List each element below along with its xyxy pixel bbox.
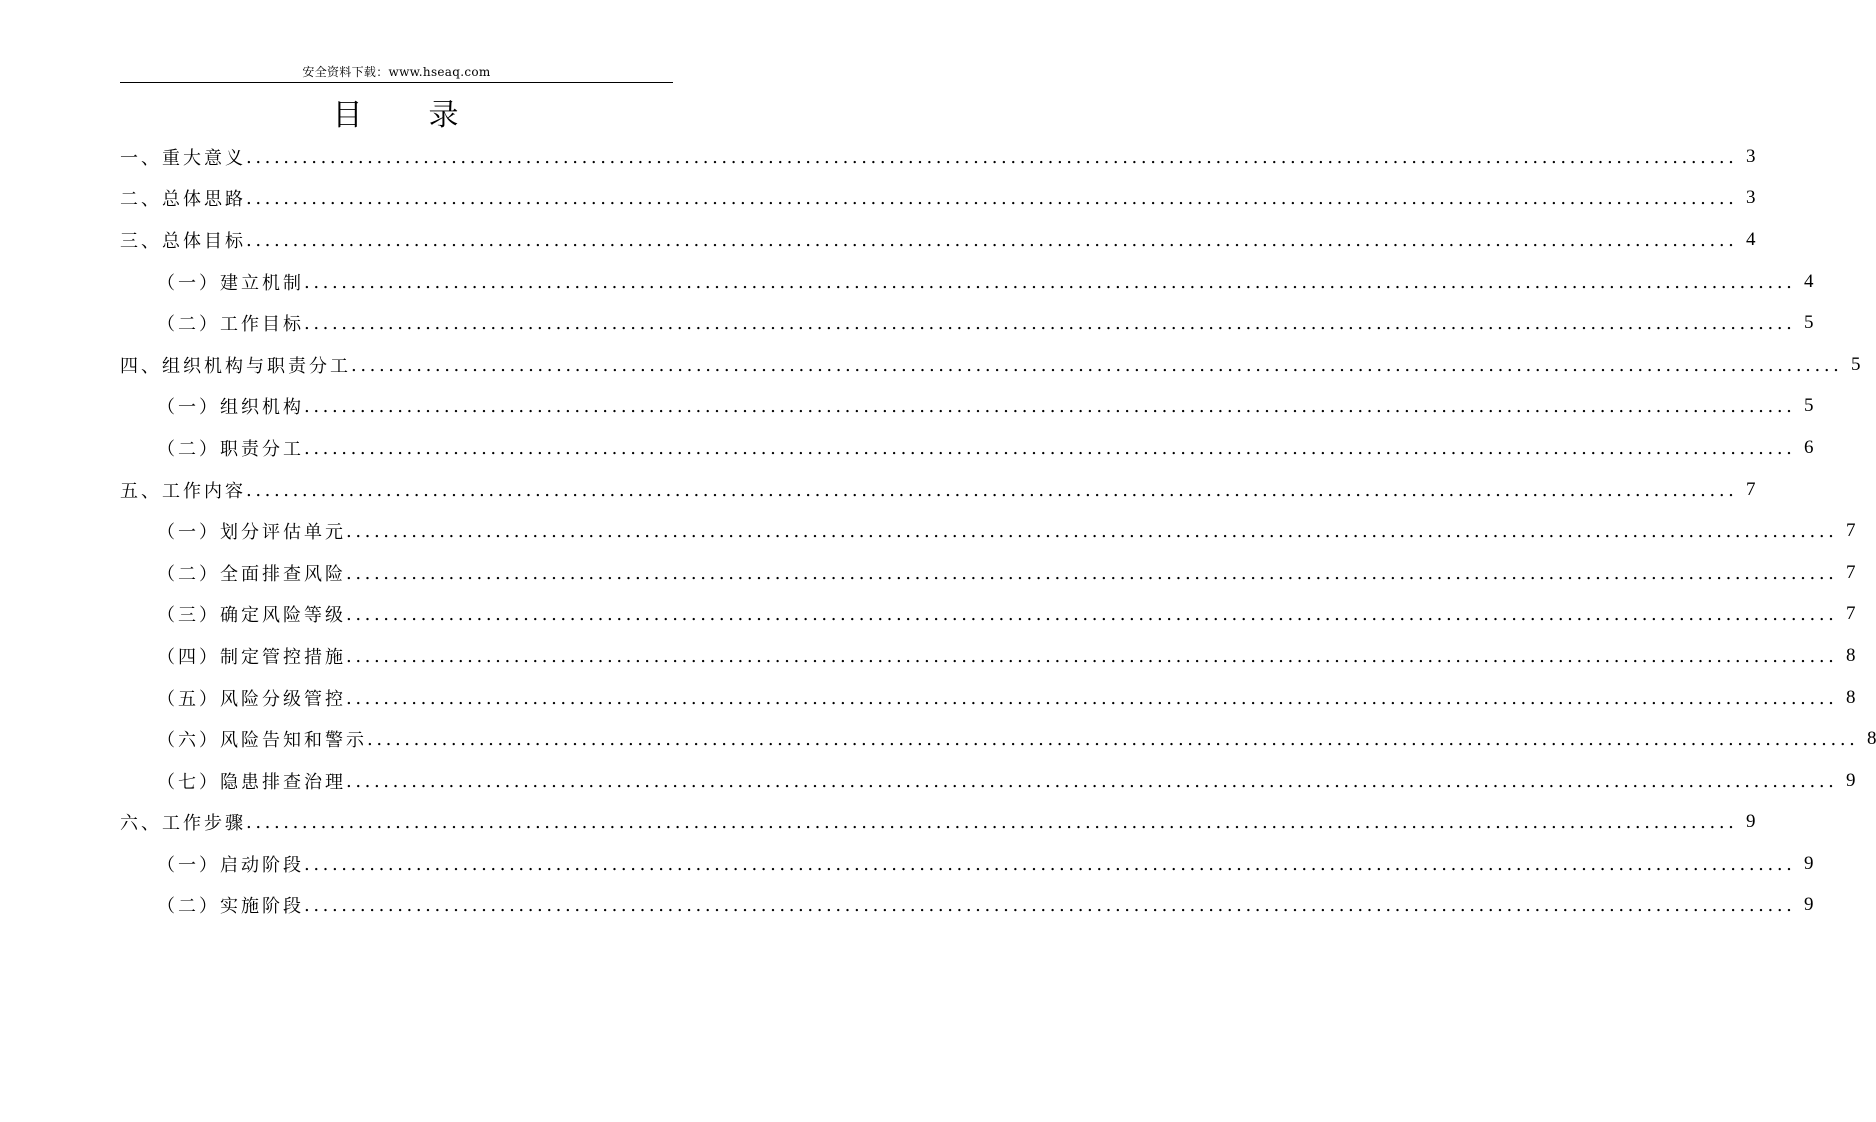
toc-entry-label: （一）组织机构 xyxy=(157,397,304,419)
toc-entry-label: 一、重大意义 xyxy=(120,147,246,169)
toc-entry[interactable] xyxy=(120,302,1814,344)
toc-entry[interactable] xyxy=(120,594,1856,636)
toc-entry[interactable] xyxy=(120,219,1756,261)
toc-entry[interactable] xyxy=(120,802,1756,844)
toc-entry-page-number: 3 xyxy=(1745,145,1756,167)
toc-entry-page-number: 7 xyxy=(1745,478,1756,500)
toc-entry[interactable] xyxy=(120,427,1814,469)
toc-entry-label: （二）工作目标 xyxy=(157,314,304,336)
toc-entry-label: （一）建立机制 xyxy=(157,272,304,294)
table-of-contents xyxy=(120,136,1876,926)
toc-dot-leader: ................................................................................................................................................................ xyxy=(351,354,1843,376)
toc-entry-label: 五、工作内容 xyxy=(120,480,246,502)
toc-entry-page-number: 7 xyxy=(1845,603,1856,625)
toc-entry[interactable] xyxy=(120,635,1856,677)
toc-entry-page-number: 8 xyxy=(1845,686,1856,708)
toc-dot-leader: ................................................................................................................................................................ xyxy=(246,188,1738,210)
title-char-2: 录 xyxy=(428,98,461,133)
toc-entry[interactable] xyxy=(120,136,1756,178)
toc-entry[interactable] xyxy=(120,386,1814,428)
toc-entry-label: 三、总体目标 xyxy=(120,230,246,252)
page-header xyxy=(120,62,673,83)
toc-dot-leader: ................................................................................................................................................................ xyxy=(346,604,1838,626)
toc-entry-label: （二）实施阶段 xyxy=(157,896,304,918)
toc-entry-page-number: 5 xyxy=(1803,312,1814,334)
toc-dot-leader: ................................................................................................................................................................ xyxy=(304,313,1796,335)
toc-dot-leader: ................................................................................................................................................................ xyxy=(304,895,1796,917)
toc-entry[interactable] xyxy=(120,261,1814,303)
toc-entry-label: （四）制定管控措施 xyxy=(157,646,346,668)
toc-entry-page-number: 9 xyxy=(1803,894,1814,916)
toc-entry-page-number: 8 xyxy=(1866,728,1876,750)
toc-dot-leader: ................................................................................................................................................................ xyxy=(367,729,1859,751)
toc-entry-page-number: 9 xyxy=(1845,769,1856,791)
toc-entry[interactable] xyxy=(120,344,1861,386)
toc-entry-label: （六）风险告知和警示 xyxy=(157,730,367,752)
toc-entry[interactable] xyxy=(120,843,1814,885)
toc-entry[interactable] xyxy=(120,760,1856,802)
toc-dot-leader: ................................................................................................................................................................ xyxy=(346,770,1838,792)
toc-entry-label: （二）职责分工 xyxy=(157,438,304,460)
toc-entry-label: （三）确定风险等级 xyxy=(157,605,346,627)
title-char-1: 目 xyxy=(332,98,365,133)
toc-entry-label: （一）划分评估单元 xyxy=(157,522,346,544)
toc-entry[interactable] xyxy=(120,552,1856,594)
toc-entry-page-number: 4 xyxy=(1745,228,1756,250)
toc-entry[interactable] xyxy=(120,469,1756,511)
toc-entry-page-number: 4 xyxy=(1803,270,1814,292)
toc-entry-page-number: 3 xyxy=(1745,187,1756,209)
header-text: 安全资料下载：www.hseaq.com xyxy=(302,65,491,79)
toc-entry[interactable] xyxy=(120,510,1856,552)
toc-dot-leader: ................................................................................................................................................................ xyxy=(246,812,1738,834)
toc-entry-page-number: 6 xyxy=(1803,436,1814,458)
toc-entry[interactable] xyxy=(120,178,1756,220)
toc-entry[interactable] xyxy=(120,677,1856,719)
toc-dot-leader: ................................................................................................................................................................ xyxy=(346,687,1838,709)
toc-dot-leader: ................................................................................................................................................................ xyxy=(346,521,1838,543)
toc-dot-leader: ................................................................................................................................................................ xyxy=(346,562,1838,584)
toc-entry-label: 四、组织机构与职责分工 xyxy=(120,355,351,377)
toc-entry-label: （二）全面排查风险 xyxy=(157,563,346,585)
toc-entry-page-number: 5 xyxy=(1803,395,1814,417)
toc-dot-leader: ................................................................................................................................................................ xyxy=(246,146,1738,168)
toc-entry-page-number: 8 xyxy=(1845,644,1856,666)
toc-dot-leader: ................................................................................................................................................................ xyxy=(346,645,1838,667)
toc-dot-leader: ................................................................................................................................................................ xyxy=(304,853,1796,875)
toc-entry-page-number: 7 xyxy=(1845,561,1856,583)
toc-entry-page-number: 7 xyxy=(1845,520,1856,542)
toc-dot-leader: ................................................................................................................................................................ xyxy=(246,479,1738,501)
page-title xyxy=(120,94,673,138)
toc-entry-page-number: 5 xyxy=(1850,353,1861,375)
toc-entry[interactable] xyxy=(120,718,1876,760)
toc-entry-label: （五）风险分级管控 xyxy=(157,688,346,710)
toc-entry-page-number: 9 xyxy=(1803,852,1814,874)
toc-dot-leader: ................................................................................................................................................................ xyxy=(246,229,1738,251)
toc-dot-leader: ................................................................................................................................................................ xyxy=(304,271,1796,293)
toc-entry-page-number: 9 xyxy=(1745,811,1756,833)
toc-dot-leader: ................................................................................................................................................................ xyxy=(304,437,1796,459)
toc-entry[interactable] xyxy=(120,885,1814,927)
toc-entry-label: （一）启动阶段 xyxy=(157,854,304,876)
toc-entry-label: 二、总体思路 xyxy=(120,189,246,211)
toc-dot-leader: ................................................................................................................................................................ xyxy=(304,396,1796,418)
toc-entry-label: （七）隐患排查治理 xyxy=(157,771,346,793)
toc-entry-label: 六、工作步骤 xyxy=(120,813,246,835)
